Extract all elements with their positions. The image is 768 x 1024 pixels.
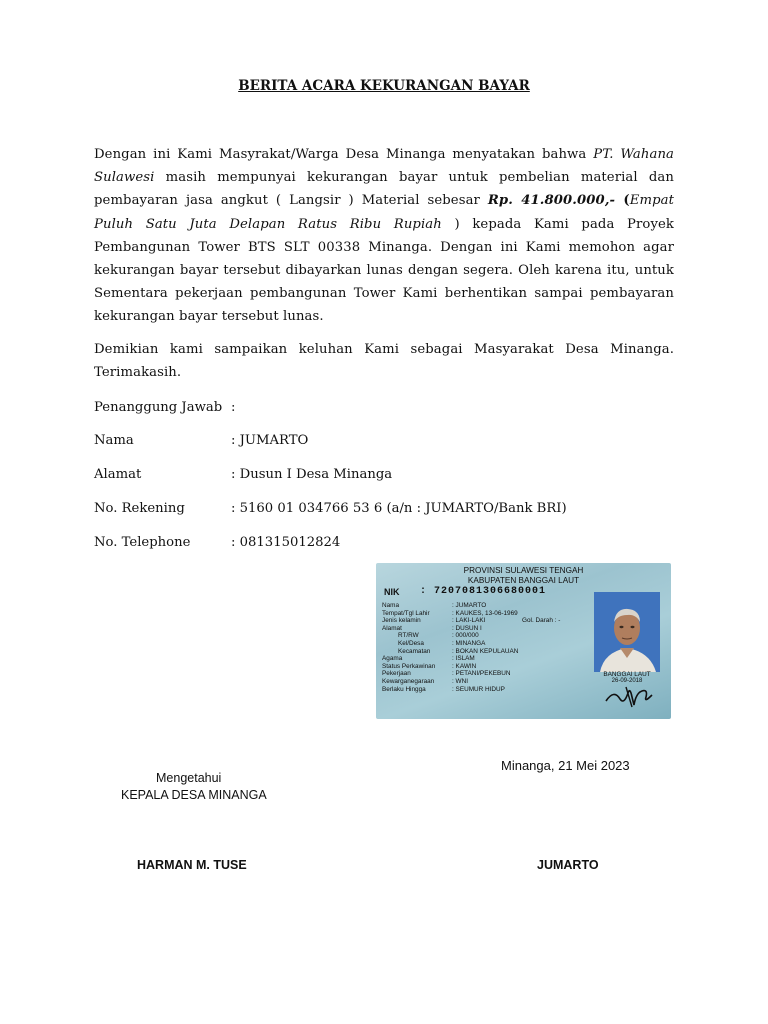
ktp-field-value: : ISLAM — [452, 655, 475, 663]
id-card-image — [376, 563, 671, 719]
field-value: : 5160 01 034766 53 6 (a/n : JUMARTO/Bank BRI) — [231, 501, 567, 516]
field-value: : Dusun I Desa Minanga — [231, 467, 393, 482]
ktp-field-label: Tempat/Tgl Lahir — [382, 609, 430, 617]
amount-words: Empat Puluh Satu Juta Delapan Ratus Ribu Rupiah — [94, 193, 674, 232]
ktp-issue-place: BANGGAI LAUT — [603, 671, 651, 678]
ktp-field-value: : KAWIN — [452, 662, 477, 670]
ktp-field-label: Agama — [382, 655, 403, 663]
penanggung-colon: : — [231, 400, 236, 415]
document-title: BERITA ACARA KEKURANGAN BAYAR — [238, 78, 530, 94]
p1-text-4: ) kepada Kami pada Proyek Pembangunan Tower BTS SLT 00338 Minanga. Dengan ini Kami memohon agar kekurangan bayar tersebut dibayarkan lunas dengan segera. Oleh karena itu, untuk Sementara pekerjaan pembangunan Tower Kami berhentikan sampai pembayaran kekurangan bayar tersebut lunas. — [94, 216, 674, 325]
ktp-regency: KABUPATEN BANGGAI LAUT — [467, 576, 580, 585]
portrait-image — [594, 592, 660, 672]
ktp-field-label: Kewarganegaraan — [382, 678, 435, 685]
ktp-field-value: : PETANI/PEKEBUN — [452, 670, 511, 678]
ktp-field-label: Berlaku Hingga — [382, 685, 426, 693]
ktp-field-value: : BOKAN KEPULAUAN — [452, 647, 519, 655]
field-label: No. Rekening — [94, 501, 185, 516]
ktp-nik-label: NIK — [384, 587, 400, 597]
penanggung-label: Penanggung Jawab — [94, 400, 223, 415]
ktp-field-label: Nama — [382, 602, 400, 609]
field-value: : JUMARTO — [231, 433, 309, 448]
ktp-field-label: Pekerjaan — [382, 670, 411, 678]
ktp-field-value: : DUSUN I — [452, 624, 482, 632]
p1-text-2: masih mempunyai kekurangan bayar untuk pembelian material dan pembayaran jasa angkut ( Langsir ) Material sebesar — [94, 170, 674, 209]
place-date: Minanga, 21 Mei 2023 — [501, 758, 630, 773]
ktp-field-value: : JUMARTO — [452, 602, 487, 609]
p1-text-1: Dengan ini Kami Masyrakat/Warga Desa Minanga menyatakan bahwa — [94, 147, 594, 162]
ktp-field-label: RT/RW — [398, 632, 419, 640]
signer-left-name: HARMAN M. TUSE — [137, 858, 247, 872]
signer-right-name: JUMARTO — [537, 858, 599, 872]
ktp-issue-date: 26-09-2018 — [611, 678, 643, 684]
ktp-photo — [594, 592, 660, 672]
ktp-province: PROVINSI SULAWESI TENGAH — [463, 566, 584, 575]
ktp-nik: : 7207081306680001 — [420, 586, 547, 597]
body-paragraph-1 — [94, 143, 674, 329]
mengetahui-label: Mengetahui — [156, 771, 222, 785]
field-label: No. Telephone — [94, 535, 191, 550]
signature-image — [602, 683, 658, 709]
kepala-desa-label: KEPALA DESA MINANGA — [121, 788, 267, 802]
amount: Rp. 41.800.000,- — [487, 193, 616, 209]
ktp-field-value: : KAUKES, 13-06-1969 — [452, 609, 518, 617]
company-name: PT. Wahana Sulawesi — [94, 147, 674, 186]
ktp-field-label: Status Perkawinan — [382, 662, 436, 670]
field-label: Alamat — [94, 467, 142, 482]
field-value: : 081315012824 — [231, 535, 341, 550]
ktp-field-value: : WNI — [452, 678, 468, 685]
body-paragraph-2: Demikian kami sampaikan keluhan Kami sebagai Masyarakat Desa Minanga. Terimakasih. — [94, 342, 674, 381]
ktp-field-value: : LAKI-LAKI — [452, 617, 486, 625]
field-label: Nama — [94, 433, 134, 448]
ktp-goldar: Gol. Darah : - — [522, 617, 561, 624]
ktp-field-value: : 000/000 — [452, 632, 479, 640]
ktp-field-value: : SEUMUR HIDUP — [452, 685, 505, 693]
ktp-field-label: Jenis kelamin — [382, 617, 421, 625]
ktp-field-label: Alamat — [382, 624, 402, 632]
ktp-field-label: Kel/Desa — [398, 640, 424, 647]
ktp-field-label: Kecamatan — [398, 647, 431, 655]
ktp-field-value: : MINANGA — [452, 640, 486, 647]
p1-text-3: ( — [615, 193, 630, 209]
